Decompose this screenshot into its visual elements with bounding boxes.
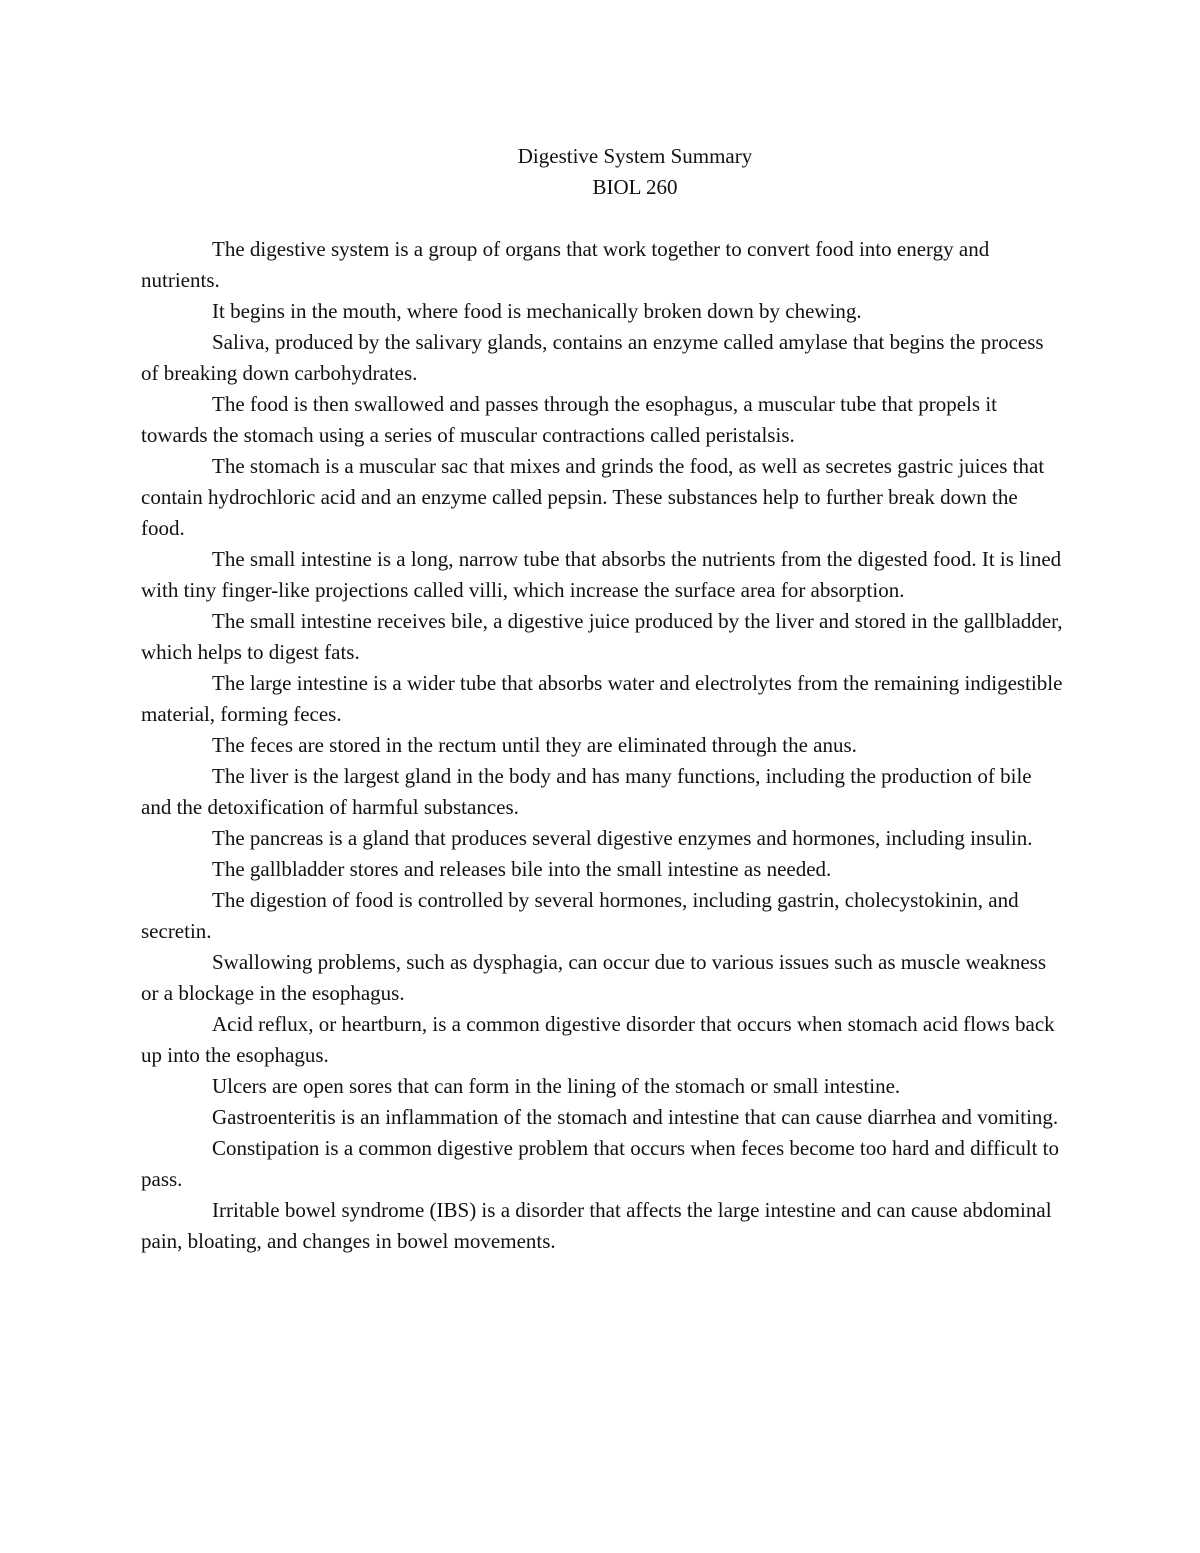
paragraph: The gallbladder stores and releases bile into the small intestine as needed.: [212, 857, 832, 881]
course-code: BIOL 260: [592, 175, 678, 199]
paragraph: Gastroenteritis is an inflammation of the stomach and intestine that can cause diarrhea and vomiting.: [212, 1105, 1059, 1129]
paragraph: The stomach is a muscular sac that mixes and grinds the food, as well as secretes gastric juices that contain hydrochloric acid and an enzyme called pepsin. These substances help to further break down the food.: [141, 454, 1045, 540]
paragraph: The digestive system is a group of organs that work together to convert food into energy and nutrients.: [141, 237, 990, 292]
paragraph: Constipation is a common digestive problem that occurs when feces become too hard and difficult to pass.: [141, 1136, 1059, 1191]
paragraph: It begins in the mouth, where food is mechanically broken down by chewing.: [212, 299, 862, 323]
paragraph: Acid reflux, or heartburn, is a common digestive disorder that occurs when stomach acid flows back up into the esophagus.: [141, 1012, 1055, 1067]
paragraph: The large intestine is a wider tube that absorbs water and electrolytes from the remaining indigestible material, forming feces.: [141, 671, 1063, 726]
paragraph: The feces are stored in the rectum until they are eliminated through the anus.: [212, 733, 857, 757]
paragraph: The digestion of food is controlled by several hormones, including gastrin, cholecystokinin, and secretin.: [141, 888, 1019, 943]
paragraph: The pancreas is a gland that produces several digestive enzymes and hormones, including insulin.: [212, 826, 1033, 850]
paragraph: Swallowing problems, such as dysphagia, can occur due to various issues such as muscle weakness or a blockage in the esophagus.: [141, 950, 1046, 1005]
paragraph: Saliva, produced by the salivary glands, contains an enzyme called amylase that begins the process of breaking down carbohydrates.: [141, 330, 1044, 385]
paragraph: The small intestine receives bile, a digestive juice produced by the liver and stored in the gallbladder, which helps to digest fats.: [141, 609, 1063, 664]
paragraph: Irritable bowel syndrome (IBS) is a disorder that affects the large intestine and can cause abdominal pain, bloating, and changes in bowel movements.: [141, 1198, 1052, 1253]
paragraph: The food is then swallowed and passes through the esophagus, a muscular tube that propels it towards the stomach using a series of muscular contractions called peristalsis.: [141, 392, 997, 447]
document-title: Digestive System Summary: [517, 144, 753, 168]
paragraph: The small intestine is a long, narrow tube that absorbs the nutrients from the digested food. It is lined with tiny finger-like projections called villi, which increase the surface area for absorption.: [141, 547, 1062, 602]
document-body: [141, 234, 1066, 1257]
paragraph: Ulcers are open sores that can form in the lining of the stomach or small intestine.: [212, 1074, 901, 1098]
document-header: [0, 141, 1200, 203]
paragraph: The liver is the largest gland in the body and has many functions, including the production of bile and the detoxification of harmful substances.: [141, 764, 1032, 819]
